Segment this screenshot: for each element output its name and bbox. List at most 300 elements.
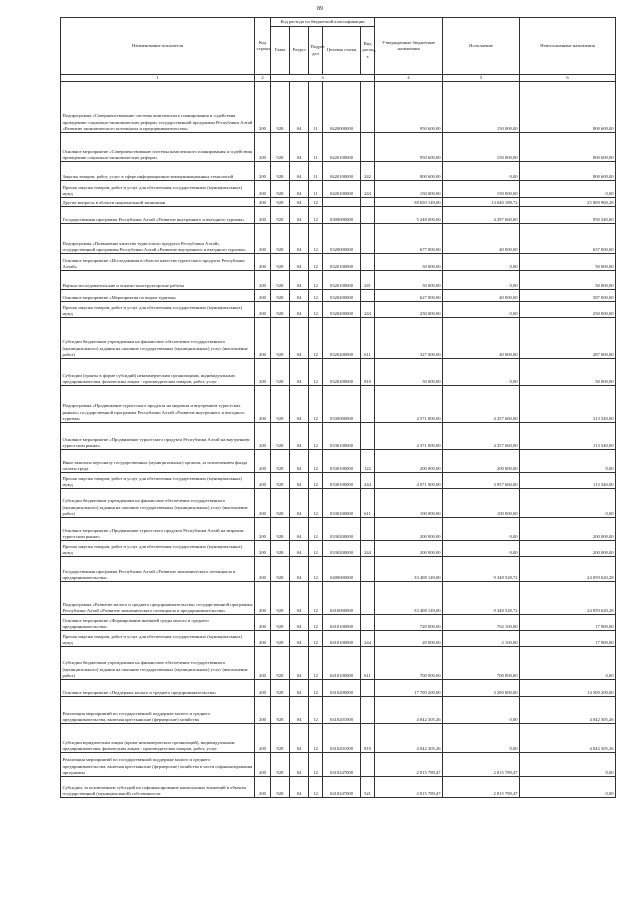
row-glava: 928 xyxy=(271,133,290,162)
row-line-code: 200 xyxy=(255,631,271,647)
row-unexecuted: 25 009 960,28 xyxy=(520,198,616,207)
row-approved: 327 000,00 xyxy=(375,318,443,359)
table-row xyxy=(61,489,616,518)
row-razdel: 04 xyxy=(290,254,309,271)
row-podrazdel: 12 xyxy=(309,386,323,423)
table-row xyxy=(61,697,616,724)
row-glava: 928 xyxy=(271,450,290,473)
table-row xyxy=(61,724,616,753)
row-approved: 200 000,00 xyxy=(375,541,443,557)
row-approved: 5 248 000,00 xyxy=(375,207,443,224)
row-target: 0420100000 xyxy=(323,162,361,181)
row-glava: 928 xyxy=(271,290,290,302)
row-glava: 928 xyxy=(271,631,290,647)
row-execution: 3 200 000,00 xyxy=(443,680,520,697)
row-line-code: 200 xyxy=(255,697,271,724)
row-glava: 928 xyxy=(271,518,290,541)
header-line-code: Код строки xyxy=(255,18,271,75)
row-razdel: 04 xyxy=(290,631,309,647)
table-row xyxy=(61,207,616,224)
row-razdel: 04 xyxy=(290,302,309,318)
row-unexecuted: 250 000,00 xyxy=(520,302,616,318)
row-execution: 2 815 789,47 xyxy=(443,753,520,777)
row-approved: 50 000,00 xyxy=(375,271,443,290)
row-expense-type: 611 xyxy=(361,318,375,359)
row-expense-type xyxy=(361,386,375,423)
row-approved: 2 815 789,47 xyxy=(375,753,443,777)
table-row xyxy=(61,647,616,680)
row-line-code: 200 xyxy=(255,753,271,777)
row-execution: 0,00 xyxy=(443,302,520,318)
row-razdel: 04 xyxy=(290,162,309,181)
row-razdel: 04 xyxy=(290,359,309,386)
row-expense-type: 521 xyxy=(361,777,375,798)
table-row xyxy=(61,224,616,254)
row-podrazdel: 11 xyxy=(309,181,323,198)
row-line-code: 200 xyxy=(255,318,271,359)
row-approved: 4 071 000,00 xyxy=(375,473,443,489)
row-unexecuted: 287 000,00 xyxy=(520,318,616,359)
row-name: Основное мероприятие «Формирование внешней среды малого и среднего предпринимательства» xyxy=(61,615,255,631)
row-execution: 702 100,00 xyxy=(443,615,520,631)
row-target: 0410100000 xyxy=(323,631,361,647)
row-execution: 0,00 xyxy=(443,162,520,181)
row-expense-type: 244 xyxy=(361,541,375,557)
row-expense-type xyxy=(361,753,375,777)
row-razdel: 04 xyxy=(290,198,309,207)
row-target: 0400000000 xyxy=(323,557,361,582)
row-target: 0330200000 xyxy=(323,541,361,557)
row-razdel: 04 xyxy=(290,318,309,359)
header-execution: Исполнение xyxy=(443,18,520,75)
column-number: 1 xyxy=(61,75,255,82)
row-name: Подпрограмма «Повышение качества туристского продукта Республики Алтай» государственной программы Республики Алтай «Развитие внутреннего и въездного туризма» xyxy=(61,224,255,254)
row-execution: 2 100,00 xyxy=(443,631,520,647)
row-glava: 928 xyxy=(271,318,290,359)
row-target: 0330100000 xyxy=(323,489,361,518)
row-name: Субсидии (гранты в форме субсидий) некоммерческим организациям, индивидуальным предпринимателям, физическим лицам - производителям товаров, работ, услуг xyxy=(61,359,255,386)
row-target: 0410247000 xyxy=(323,777,361,798)
row-approved: 200 000,00 xyxy=(375,450,443,473)
row-name: Основное мероприятие «Совершенствование системы комплексного планирования и содействия проведению социально-экономических реформ» xyxy=(61,133,255,162)
row-execution: 0,00 xyxy=(443,254,520,271)
row-unexecuted: 50 000,00 xyxy=(520,359,616,386)
row-expense-type xyxy=(361,615,375,631)
row-line-code: 200 xyxy=(255,518,271,541)
row-glava: 928 xyxy=(271,489,290,518)
row-approved: 50 000,00 xyxy=(375,254,443,271)
row-target: 0410200000 xyxy=(323,680,361,697)
row-podrazdel: 12 xyxy=(309,254,323,271)
row-unexecuted: 0,00 xyxy=(520,777,616,798)
row-unexecuted: 800 600,00 xyxy=(520,162,616,181)
row-target: 0320000000 xyxy=(323,224,361,254)
row-unexecuted: 50 000,00 xyxy=(520,254,616,271)
row-target: 0300000000 xyxy=(323,207,361,224)
row-approved: 100 000,00 xyxy=(375,489,443,518)
row-unexecuted: 24 059 620,28 xyxy=(520,582,616,615)
row-expense-type xyxy=(361,254,375,271)
row-glava: 928 xyxy=(271,359,290,386)
row-podrazdel: 12 xyxy=(309,541,323,557)
row-target: 0410100000 xyxy=(323,615,361,631)
row-name: Государственная программа Республики Алтай «Развитие экономического потенциала и предпринимательства» xyxy=(61,557,255,582)
row-glava: 928 xyxy=(271,680,290,697)
row-expense-type xyxy=(361,518,375,541)
row-razdel: 04 xyxy=(290,680,309,697)
row-podrazdel: 12 xyxy=(309,198,323,207)
row-line-code: 200 xyxy=(255,302,271,318)
row-podrazdel: 12 xyxy=(309,207,323,224)
row-line-code: 200 xyxy=(255,271,271,290)
row-line-code: 200 xyxy=(255,680,271,697)
row-podrazdel: 12 xyxy=(309,697,323,724)
row-approved: 720 000,00 xyxy=(375,615,443,631)
row-target: 0420100000 xyxy=(323,133,361,162)
row-unexecuted: 0,00 xyxy=(520,181,616,198)
table-row xyxy=(61,254,616,271)
row-execution: 40 000,00 xyxy=(443,224,520,254)
row-expense-type: 244 xyxy=(361,473,375,489)
row-execution: 40 000,00 xyxy=(443,290,520,302)
row-unexecuted: 0,00 xyxy=(520,450,616,473)
row-razdel: 04 xyxy=(290,753,309,777)
row-podrazdel: 12 xyxy=(309,631,323,647)
row-target: 0320100000 xyxy=(323,254,361,271)
table-row xyxy=(61,423,616,450)
table-row xyxy=(61,181,616,198)
row-razdel: 04 xyxy=(290,423,309,450)
row-target: 0410100000 xyxy=(323,647,361,680)
row-approved: 150 000,00 xyxy=(375,181,443,198)
row-line-code: 200 xyxy=(255,423,271,450)
column-number: 2 xyxy=(255,75,271,82)
row-expense-type xyxy=(361,207,375,224)
row-execution: 200 000,00 xyxy=(443,450,520,473)
row-execution: 150 000,00 xyxy=(443,82,520,133)
header-expense-type: Вид расход а xyxy=(361,27,375,75)
row-approved: 4 371 000,00 xyxy=(375,423,443,450)
row-unexecuted: 0,00 xyxy=(520,647,616,680)
row-execution: 0,00 xyxy=(443,359,520,386)
row-expense-type: 810 xyxy=(361,724,375,753)
row-line-code: 200 xyxy=(255,450,271,473)
row-name: Основное мероприятие «Мероприятия по видам туризма» xyxy=(61,290,255,302)
row-approved: 4 042 305,26 xyxy=(375,724,443,753)
row-execution: 4 257 660,00 xyxy=(443,386,520,423)
row-approved: 250 000,00 xyxy=(375,302,443,318)
row-execution: 0,00 xyxy=(443,518,520,541)
row-glava: 928 xyxy=(271,615,290,631)
row-unexecuted: 200 000,00 xyxy=(520,541,616,557)
budget-execution-table xyxy=(60,17,616,798)
row-glava: 928 xyxy=(271,753,290,777)
row-execution: 700 000,00 xyxy=(443,647,520,680)
row-glava: 928 xyxy=(271,224,290,254)
row-expense-type xyxy=(361,582,375,615)
row-approved: 20 000,00 xyxy=(375,631,443,647)
row-line-code: 200 xyxy=(255,162,271,181)
row-approved: 4 042 305,26 xyxy=(375,697,443,724)
row-podrazdel: 12 xyxy=(309,753,323,777)
row-approved: 950 600,00 xyxy=(375,82,443,133)
row-podrazdel: 12 xyxy=(309,302,323,318)
table-row xyxy=(61,82,616,133)
row-podrazdel: 12 xyxy=(309,615,323,631)
row-execution: 100 000,00 xyxy=(443,489,520,518)
row-unexecuted: 17 900,00 xyxy=(520,631,616,647)
row-podrazdel: 12 xyxy=(309,290,323,302)
row-unexecuted: 113 340,00 xyxy=(520,423,616,450)
row-expense-type: 244 xyxy=(361,631,375,647)
row-name: Прочая закупка товаров, работ и услуг для обеспечения государственных (муниципальных) нужд xyxy=(61,181,255,198)
row-execution: 150 000,00 xyxy=(443,133,520,162)
row-expense-type xyxy=(361,423,375,450)
header-unexecuted: Неисполненные назначения xyxy=(520,18,616,75)
row-unexecuted: 113 340,00 xyxy=(520,473,616,489)
row-expense-type xyxy=(361,557,375,582)
row-glava: 928 xyxy=(271,724,290,753)
column-number: 4 xyxy=(375,75,443,82)
column-number: 5 xyxy=(443,75,520,82)
row-razdel: 04 xyxy=(290,724,309,753)
row-approved: 200 000,00 xyxy=(375,518,443,541)
row-razdel: 04 xyxy=(290,386,309,423)
row-approved: 17 700 200,00 xyxy=(375,680,443,697)
row-name: Субсидии бюджетным учреждениям на финансовое обеспечение государственного (муниципального) задания на оказание государственных (муниципальных) услуг (выполнение работ) xyxy=(61,647,255,680)
row-razdel: 04 xyxy=(290,647,309,680)
row-expense-type: 242 xyxy=(361,162,375,181)
row-glava: 928 xyxy=(271,423,290,450)
row-name: Реализация мероприятий по государственной поддержке малого и среднего предпринимательства, включая крестьянские (фермерские) хозяйства в части софинансирования программы xyxy=(61,753,255,777)
header-podrazdel: Подраз дел xyxy=(309,27,323,75)
row-glava: 928 xyxy=(271,647,290,680)
row-podrazdel: 12 xyxy=(309,318,323,359)
row-target: 0320200000 xyxy=(323,290,361,302)
header-name: Наименование показателя xyxy=(61,18,255,75)
row-target: 0420100000 xyxy=(323,181,361,198)
row-glava: 928 xyxy=(271,207,290,224)
row-line-code: 200 xyxy=(255,777,271,798)
row-podrazdel: 12 xyxy=(309,271,323,290)
row-approved: 50 000,00 xyxy=(375,359,443,386)
table-row xyxy=(61,753,616,777)
row-podrazdel: 12 xyxy=(309,557,323,582)
row-line-code: 200 xyxy=(255,207,271,224)
row-target: 0320200000 xyxy=(323,359,361,386)
row-expense-type xyxy=(361,697,375,724)
row-name: Другие вопросы в области национальной экономики xyxy=(61,198,255,207)
table-row xyxy=(61,473,616,489)
row-target: 0410000000 xyxy=(323,582,361,615)
row-line-code: 200 xyxy=(255,557,271,582)
row-expense-type xyxy=(361,198,375,207)
row-unexecuted: 0,00 xyxy=(520,753,616,777)
row-name: Закупка товаров, работ, услуг в сфере информационно-коммуникационных технологий xyxy=(61,162,255,181)
table-row xyxy=(61,271,616,290)
row-expense-type: 122 xyxy=(361,450,375,473)
row-approved: 700 000,00 xyxy=(375,647,443,680)
row-razdel: 04 xyxy=(290,133,309,162)
row-unexecuted: 4 042 305,26 xyxy=(520,697,616,724)
row-approved: 33 408 149,00 xyxy=(375,557,443,582)
row-execution: 40 000,00 xyxy=(443,318,520,359)
row-podrazdel: 12 xyxy=(309,473,323,489)
row-line-code: 200 xyxy=(255,359,271,386)
row-glava: 928 xyxy=(271,777,290,798)
row-podrazdel: 12 xyxy=(309,423,323,450)
row-razdel: 04 xyxy=(290,450,309,473)
header-approved: Утвержденные бюджетные назначения xyxy=(375,18,443,75)
row-execution: 9 348 528,72 xyxy=(443,582,520,615)
row-target: 0410201000 xyxy=(323,724,361,753)
row-name: Иные выплаты персоналу государственных (муниципальных) органов, за исключением фонда оплаты труда xyxy=(61,450,255,473)
row-execution: 9 348 528,72 xyxy=(443,557,520,582)
row-podrazdel: 11 xyxy=(309,162,323,181)
row-approved: 2 815 789,47 xyxy=(375,777,443,798)
row-podrazdel: 12 xyxy=(309,224,323,254)
row-name: Основное мероприятие «Продвижение туристского продукта Республики Алтай на мировом туристском рынке» xyxy=(61,518,255,541)
table-row xyxy=(61,582,616,615)
row-razdel: 04 xyxy=(290,518,309,541)
row-execution: 13 640 188,72 xyxy=(443,198,520,207)
row-execution: 0,00 xyxy=(443,697,520,724)
table-row xyxy=(61,450,616,473)
row-execution: 0,00 xyxy=(443,271,520,290)
row-unexecuted: 800 600,00 xyxy=(520,133,616,162)
row-glava: 928 xyxy=(271,82,290,133)
page-number: 89 xyxy=(317,6,323,12)
table-body xyxy=(61,82,616,798)
row-name: Субсидии, за исключением субсидий на софинансирование капитальных вложений в объекты государственной (муниципальной) собственности xyxy=(61,777,255,798)
row-execution: 150 000,00 xyxy=(443,181,520,198)
row-expense-type: 810 xyxy=(361,359,375,386)
row-target xyxy=(323,198,361,207)
row-podrazdel: 12 xyxy=(309,647,323,680)
row-line-code: 200 xyxy=(255,290,271,302)
row-target: 0410247000 xyxy=(323,753,361,777)
row-line-code: 200 xyxy=(255,133,271,162)
row-expense-type xyxy=(361,680,375,697)
row-target: 0330000000 xyxy=(323,386,361,423)
row-unexecuted: 14 500 200,00 xyxy=(520,680,616,697)
row-name: Субсидии бюджетным учреждениям на финансовое обеспечение государственного (муниципального) задания на оказание государственных (муниципальных) услуг (выполнение работ) xyxy=(61,489,255,518)
row-podrazdel: 12 xyxy=(309,777,323,798)
row-podrazdel: 12 xyxy=(309,582,323,615)
row-glava: 928 xyxy=(271,582,290,615)
row-target: 0320100000 xyxy=(323,271,361,290)
row-approved: 4 571 000,00 xyxy=(375,386,443,423)
row-name: Прочая закупка товаров, работ и услуг для обеспечения государственных (муниципальных) нужд xyxy=(61,631,255,647)
row-podrazdel: 11 xyxy=(309,82,323,133)
row-target: 0410201000 xyxy=(323,697,361,724)
row-expense-type xyxy=(361,224,375,254)
row-execution: 2 815 789,47 xyxy=(443,777,520,798)
row-razdel: 04 xyxy=(290,271,309,290)
row-glava: 928 xyxy=(271,386,290,423)
row-name: Субсидии юридическим лицам (кроме некоммерческих организаций), индивидуальным предпринимателям, физическим лицам - производителям товаров, работ, услуг xyxy=(61,724,255,753)
header-razdel: Раздел xyxy=(290,27,309,75)
row-line-code: 200 xyxy=(255,254,271,271)
row-podrazdel: 12 xyxy=(309,359,323,386)
column-number: 3 xyxy=(271,75,375,82)
row-name: Основное мероприятие «Поддержка малого и среднего предпринимательства» xyxy=(61,680,255,697)
row-unexecuted: 587 000,00 xyxy=(520,290,616,302)
row-name: Прочая закупка товаров, работ и услуг для обеспечения государственных (муниципальных) нужд xyxy=(61,473,255,489)
header-glava: Глава xyxy=(271,27,290,75)
row-razdel: 04 xyxy=(290,697,309,724)
row-approved: 800 600,00 xyxy=(375,162,443,181)
row-approved: 677 000,00 xyxy=(375,224,443,254)
row-glava: 928 xyxy=(271,697,290,724)
row-unexecuted: 950 340,00 xyxy=(520,207,616,224)
table-row xyxy=(61,162,616,181)
row-podrazdel: 12 xyxy=(309,724,323,753)
row-name: Научно-исследовательские и опытно-конструкторские работы xyxy=(61,271,255,290)
row-target: 0320200000 xyxy=(323,318,361,359)
row-glava: 928 xyxy=(271,254,290,271)
row-expense-type: 241 xyxy=(361,271,375,290)
table-row xyxy=(61,518,616,541)
table-row xyxy=(61,541,616,557)
row-expense-type: 611 xyxy=(361,647,375,680)
table-row xyxy=(61,680,616,697)
row-line-code: 200 xyxy=(255,724,271,753)
row-expense-type xyxy=(361,133,375,162)
row-line-code: 200 xyxy=(255,224,271,254)
row-line-code: 200 xyxy=(255,82,271,133)
row-name: Прочая закупка товаров, работ и услуг для обеспечения государственных (муниципальных) нужд xyxy=(61,541,255,557)
table-row xyxy=(61,359,616,386)
row-target: 0330200000 xyxy=(323,518,361,541)
row-unexecuted: 50 000,00 xyxy=(520,271,616,290)
row-expense-type xyxy=(361,290,375,302)
row-execution: 3 957 660,00 xyxy=(443,473,520,489)
row-approved: 627 000,00 xyxy=(375,290,443,302)
row-expense-type: 244 xyxy=(361,302,375,318)
row-target: 0330100000 xyxy=(323,450,361,473)
row-glava: 928 xyxy=(271,541,290,557)
row-razdel: 04 xyxy=(290,82,309,133)
table-row xyxy=(61,631,616,647)
row-razdel: 04 xyxy=(290,615,309,631)
row-expense-type: 244 xyxy=(361,181,375,198)
row-glava: 928 xyxy=(271,557,290,582)
table-row xyxy=(61,615,616,631)
row-line-code: 200 xyxy=(255,489,271,518)
row-glava: 928 xyxy=(271,181,290,198)
row-glava: 928 xyxy=(271,302,290,318)
row-razdel: 04 xyxy=(290,489,309,518)
row-razdel: 04 xyxy=(290,777,309,798)
header-classification-group: Код расхода по бюджетной классификации xyxy=(271,18,375,27)
row-unexecuted: 313 340,00 xyxy=(520,386,616,423)
row-name: Подпрограмма «Совершенствование системы комплексного планирования и содействия проведению социально-экономических реформ» государственной программы Республики Алтай «Развитие экономического потенциала и предпринимательства» xyxy=(61,82,255,133)
table-row xyxy=(61,386,616,423)
table-row xyxy=(61,318,616,359)
row-unexecuted: 17 900,00 xyxy=(520,615,616,631)
table-row xyxy=(61,557,616,582)
table-row xyxy=(61,290,616,302)
row-target: 0330100000 xyxy=(323,423,361,450)
row-razdel: 04 xyxy=(290,582,309,615)
column-number: 6 xyxy=(520,75,616,82)
row-execution: 4 297 660,00 xyxy=(443,207,520,224)
table-row xyxy=(61,302,616,318)
row-razdel: 04 xyxy=(290,207,309,224)
row-line-code: 200 xyxy=(255,541,271,557)
row-unexecuted: 200 000,00 xyxy=(520,518,616,541)
